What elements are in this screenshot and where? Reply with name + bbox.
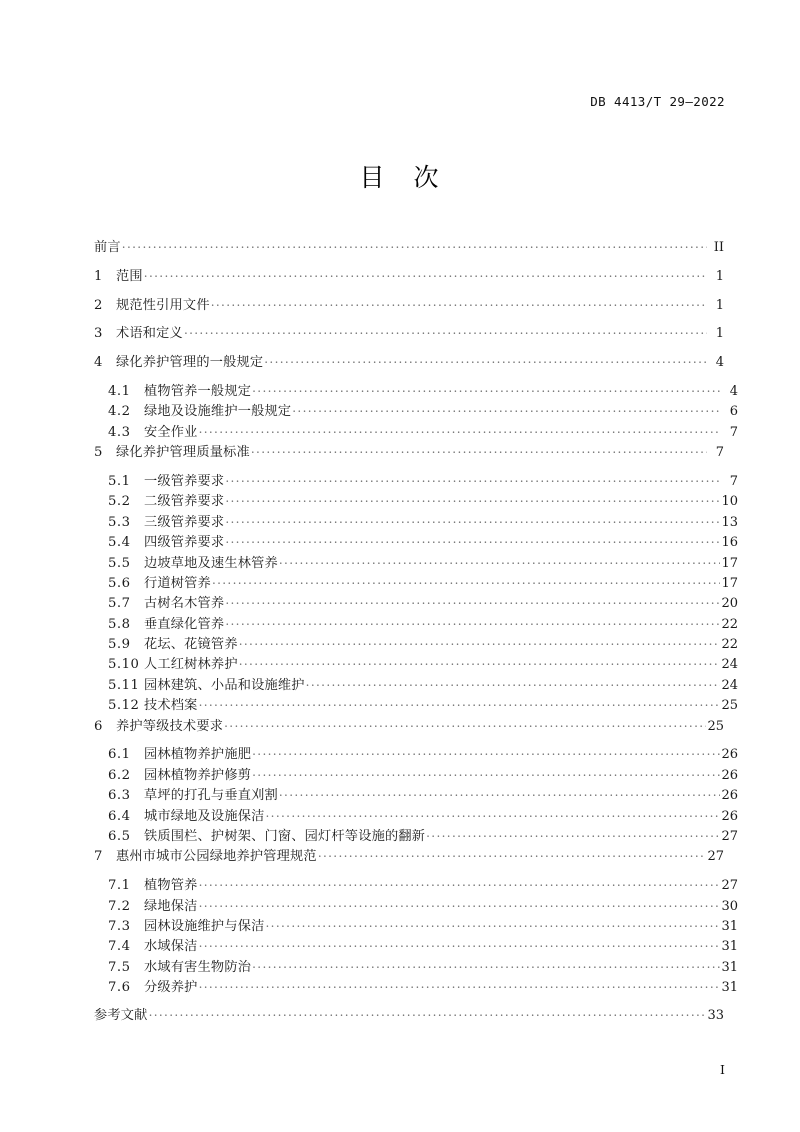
toc-entry-number: 1 (94, 268, 103, 283)
toc-entry-page-number: 26 (721, 788, 738, 803)
toc-entry-number: 5 (94, 445, 103, 460)
toc-entry-page-number: 17 (721, 555, 738, 570)
toc-entry-page-number: 7 (729, 424, 738, 439)
toc-entry-label: 绿化养护管理质量标准 (116, 445, 250, 460)
toc-entry-number: 5.1 (108, 473, 131, 489)
toc-entry-number: 4.3 (108, 424, 131, 439)
toc-leader-dots (225, 533, 720, 546)
toc-entry-label: 花坛、花镜管养 (144, 637, 238, 652)
toc-entry-number: 5.7 (108, 596, 131, 611)
toc-leader-dots (266, 917, 721, 930)
toc-entry[interactable] (94, 917, 738, 933)
toc-entry-page-number: 17 (721, 575, 738, 591)
toc-entry[interactable] (94, 423, 738, 439)
page-footer-page-number: I (720, 1062, 725, 1077)
toc-entry[interactable] (94, 635, 738, 651)
toc-entry-label: 三级管养要求 (144, 514, 225, 529)
page-title: 目 次 (359, 163, 441, 192)
toc-entry-page-number: 25 (721, 698, 738, 713)
toc-entry-label: 安全作业 (144, 424, 198, 439)
toc-entry-label: 绿地及设施维护一般规定 (144, 404, 292, 419)
toc-entry-number: 5.5 (108, 555, 131, 570)
toc-entry-number: 7.5 (108, 959, 131, 974)
toc-entry-label: 一级管养要求 (144, 473, 225, 489)
toc-leader-dots (144, 267, 707, 280)
toc-entry[interactable] (94, 353, 724, 369)
toc-entry-number: 5.8 (108, 616, 131, 631)
toc-entry[interactable] (94, 324, 724, 340)
toc-entry-number: 4.1 (108, 383, 131, 399)
toc-entry-label: 绿地保洁 (144, 898, 198, 913)
toc-entry[interactable] (94, 937, 738, 953)
toc-entry-label: 技术档案 (144, 698, 198, 713)
toc-entry[interactable] (94, 655, 738, 671)
toc-leader-dots (252, 958, 720, 971)
toc-entry-number: 5.12 (108, 698, 140, 713)
toc-entry-label: 行道树管养 (144, 575, 211, 591)
toc-leader-dots (149, 1006, 707, 1019)
toc-entry-number: 7.2 (108, 898, 131, 913)
toc-entry-page-number: 20 (721, 596, 738, 611)
toc-entry[interactable] (94, 382, 738, 398)
toc-entry[interactable] (94, 594, 738, 610)
toc-entry-page-number: II (713, 240, 724, 255)
toc-entry-label: 园林建筑、小品和设施维护 (144, 677, 305, 693)
toc-leader-dots (225, 594, 720, 607)
toc-leader-dots (266, 807, 721, 820)
toc-leader-dots (239, 655, 721, 668)
toc-entry[interactable] (94, 696, 738, 712)
toc-leader-dots (199, 897, 721, 910)
toc-entry-number: 6.4 (108, 808, 131, 823)
toc-entry-page-number: 26 (721, 767, 738, 783)
toc-entry-label: 城市绿地及设施保洁 (144, 808, 265, 823)
toc-entry[interactable] (94, 978, 738, 994)
toc-entry-number: 4 (94, 355, 103, 370)
toc-entry[interactable] (94, 238, 724, 254)
toc-entry[interactable] (94, 615, 738, 631)
toc-entry-label: 养护等级技术要求 (116, 718, 224, 733)
toc-entry[interactable] (94, 533, 738, 549)
toc-leader-dots (264, 353, 707, 366)
toc-entry[interactable] (94, 745, 738, 761)
toc-leader-dots (225, 492, 720, 505)
toc-entry-page-number: 1 (715, 297, 724, 312)
toc-entry-page-number: 31 (721, 939, 738, 954)
toc-entry[interactable] (94, 492, 738, 508)
toc-leader-dots (279, 786, 721, 799)
toc-entry-label: 古树名木管养 (144, 596, 225, 611)
toc-entry-label: 参考文献 (94, 1008, 148, 1023)
toc-entry-page-number: 25 (707, 718, 724, 733)
toc-entry[interactable] (94, 876, 738, 892)
toc-entry-page-number: 10 (721, 494, 738, 509)
toc-entry-page-number: 27 (721, 829, 738, 844)
toc-entry-number: 5.9 (108, 637, 131, 652)
toc-entry-page-number: 7 (715, 445, 724, 460)
toc-entry-label: 园林设施维护与保洁 (144, 918, 265, 934)
toc-entry-page-number: 26 (721, 808, 738, 823)
table-of-contents (94, 238, 738, 1035)
toc-entry-number: 5.2 (108, 494, 131, 509)
toc-leader-dots (199, 978, 721, 991)
toc-entry-label: 二级管养要求 (144, 494, 225, 509)
toc-entry[interactable] (94, 786, 738, 802)
toc-entry[interactable] (94, 676, 738, 692)
toc-leader-dots (292, 402, 721, 415)
toc-entry-page-number: 4 (729, 383, 738, 399)
toc-entry-page-number: 22 (721, 637, 738, 652)
toc-entry-page-number: 31 (721, 959, 738, 974)
toc-entry-number: 3 (94, 326, 103, 341)
toc-entry-label: 铁质围栏、护树架、门窗、园灯杆等设施的翻新 (144, 829, 426, 844)
toc-leader-dots (199, 423, 721, 436)
toc-entry[interactable] (94, 513, 738, 529)
toc-leader-dots (225, 615, 720, 628)
toc-entry[interactable] (94, 766, 738, 782)
toc-entry-page-number: 13 (721, 514, 738, 529)
toc-entry[interactable] (94, 847, 724, 863)
toc-leader-dots (225, 513, 720, 526)
toc-entry[interactable] (94, 897, 738, 913)
toc-entry-label: 术语和定义 (116, 326, 183, 341)
toc-leader-dots (251, 443, 707, 456)
toc-entry-number: 7.3 (108, 918, 131, 934)
toc-entry[interactable] (94, 554, 738, 570)
toc-entry-page-number: 33 (707, 1008, 724, 1023)
toc-entry-page-number: 27 (707, 849, 724, 864)
toc-entry-page-number: 1 (715, 326, 724, 341)
toc-entry[interactable] (94, 807, 738, 823)
toc-entry-page-number: 31 (721, 980, 738, 995)
toc-entry-page-number: 27 (721, 878, 738, 893)
toc-leader-dots (184, 324, 707, 337)
toc-leader-dots (426, 827, 720, 840)
toc-entry-label: 范围 (116, 268, 143, 283)
toc-entry[interactable] (94, 267, 724, 283)
toc-entry-label: 人工红树林养护 (144, 657, 238, 672)
toc-entry-page-number: 7 (729, 473, 738, 489)
toc-leader-dots (252, 766, 720, 779)
toc-entry-label: 绿化养护管理的一般规定 (116, 355, 264, 370)
toc-leader-dots (122, 238, 707, 251)
toc-entry-page-number: 4 (715, 355, 724, 370)
toc-entry-page-number: 26 (721, 747, 738, 762)
toc-entry-number: 6.5 (108, 829, 131, 844)
toc-entry-number: 7.4 (108, 939, 131, 954)
toc-entry-page-number: 30 (721, 898, 738, 913)
toc-entry-label: 分级养护 (144, 980, 198, 995)
toc-entry[interactable] (94, 958, 738, 974)
toc-entry-label: 规范性引用文件 (116, 297, 210, 312)
page-header-standard-number: DB 4413/T 29—2022 (590, 94, 725, 109)
toc-entry[interactable] (94, 827, 738, 843)
toc-entry-number: 7.1 (108, 878, 131, 893)
toc-entry-label: 垂直绿化管养 (144, 616, 225, 631)
toc-entry-page-number: 1 (715, 268, 724, 283)
toc-leader-dots (199, 696, 721, 709)
toc-entry-label: 前言 (94, 240, 121, 255)
toc-entry[interactable] (94, 1006, 724, 1022)
toc-entry-page-number: 22 (721, 616, 738, 631)
toc-entry-label: 植物管养 (144, 878, 198, 893)
toc-entry-number: 5.3 (108, 514, 131, 529)
toc-entry-label: 植物管养一般规定 (144, 383, 252, 399)
toc-entry-number: 2 (94, 297, 103, 312)
toc-entry-label: 水域保洁 (144, 939, 198, 954)
toc-entry-number: 7.6 (108, 980, 131, 995)
toc-entry[interactable] (94, 296, 724, 312)
toc-entry-number: 5.11 (108, 677, 140, 693)
toc-entry-label: 园林植物养护修剪 (144, 767, 252, 783)
toc-entry-number: 6.3 (108, 788, 131, 803)
toc-entry-label: 边坡草地及速生林管养 (144, 555, 278, 570)
toc-entry-number: 7 (94, 849, 103, 864)
toc-entry[interactable] (94, 574, 738, 590)
toc-entry[interactable] (94, 472, 738, 488)
toc-entry-number: 6.1 (108, 747, 131, 762)
toc-entry-page-number: 6 (729, 404, 738, 419)
toc-leader-dots (211, 296, 707, 309)
toc-entry-page-number: 24 (721, 657, 738, 672)
toc-leader-dots (199, 876, 721, 889)
toc-entry-number: 5.4 (108, 535, 131, 550)
toc-entry-page-number: 24 (721, 677, 738, 693)
toc-entry-number: 5.6 (108, 575, 131, 591)
toc-entry-page-number: 16 (721, 535, 738, 550)
toc-leader-dots (212, 574, 721, 587)
toc-leader-dots (224, 717, 706, 730)
toc-entry-label: 园林植物养护施肥 (144, 747, 252, 762)
toc-entry-label: 惠州市城市公园绿地养护管理规范 (116, 849, 317, 864)
toc-leader-dots (318, 847, 707, 860)
toc-entry-number: 6 (94, 718, 103, 733)
toc-entry[interactable] (94, 402, 738, 418)
toc-leader-dots (252, 382, 721, 395)
toc-entry-number: 4.2 (108, 404, 131, 419)
toc-entry-page-number: 31 (721, 918, 738, 934)
toc-entry-number: 5.10 (108, 657, 140, 672)
toc-leader-dots (239, 635, 721, 648)
toc-leader-dots (199, 937, 721, 950)
toc-leader-dots (279, 554, 721, 567)
toc-entry-label: 草坪的打孔与垂直刈割 (144, 788, 278, 803)
toc-leader-dots (252, 745, 720, 758)
toc-entry-label: 四级管养要求 (144, 535, 225, 550)
toc-leader-dots (225, 472, 721, 485)
toc-entry[interactable] (94, 717, 724, 733)
toc-entry-number: 6.2 (108, 767, 131, 783)
toc-entry[interactable] (94, 443, 724, 459)
toc-leader-dots (306, 676, 721, 689)
toc-entry-label: 水域有害生物防治 (144, 959, 252, 974)
